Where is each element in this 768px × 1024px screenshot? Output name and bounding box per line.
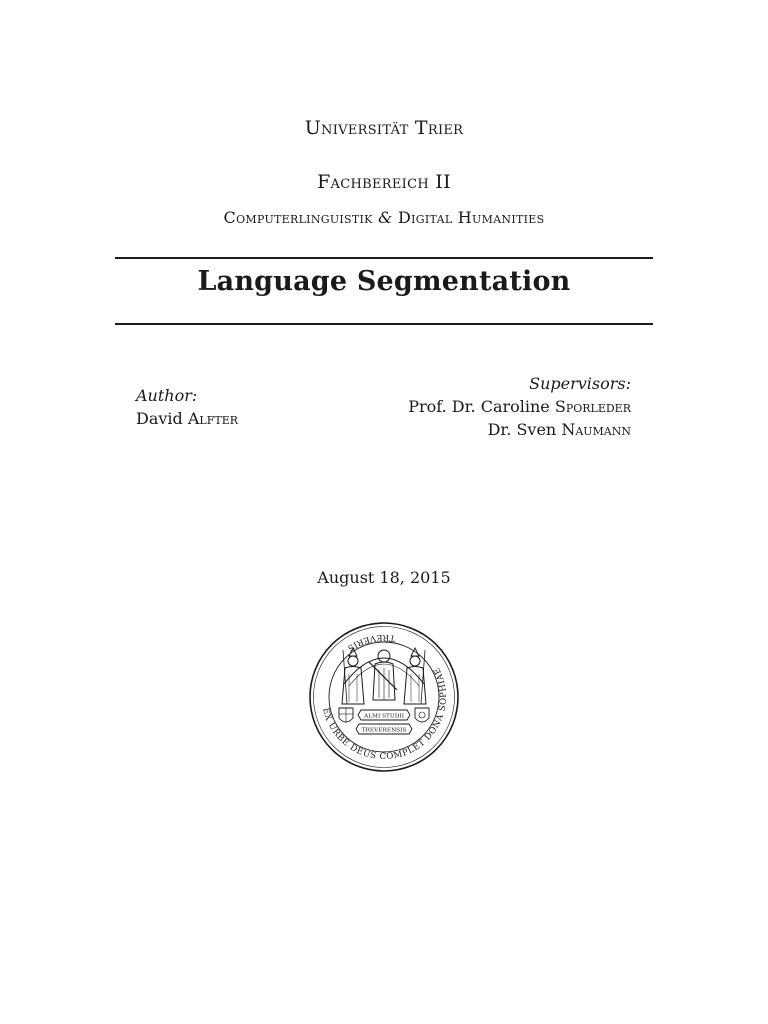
department-name: Fachbereich II xyxy=(317,171,451,193)
supervisor-1-prefix: Prof. Dr. Caroline xyxy=(408,397,550,416)
title-rule-top xyxy=(115,257,653,259)
supervisor-2-last-name: Naumann xyxy=(561,420,631,439)
author-last-name: Alfter xyxy=(187,409,238,428)
supervisor-1-last-name: Sporleder xyxy=(554,397,631,416)
supervisor-2-prefix: Dr. Sven xyxy=(487,420,557,439)
seal-ring-text: EX URBE DEUS COMPLET DONA SOPHIAE xyxy=(320,665,450,763)
supervisors-block xyxy=(408,372,631,441)
author-first-name: David xyxy=(136,409,183,428)
seal-ring-text-right: TREVERIS xyxy=(345,631,396,654)
supervisor-2 xyxy=(408,418,631,441)
thesis-title: Language Segmentation xyxy=(197,266,571,297)
institute-name xyxy=(0,208,768,227)
supervisors-label: Supervisors: xyxy=(529,374,631,393)
author-block xyxy=(136,384,238,430)
seal-ribbon-1: ALMI STUDII xyxy=(363,713,405,720)
seal-ribbon-2: TREVERENSIS xyxy=(361,727,407,734)
author-label: Author: xyxy=(136,386,198,405)
institute-ampersand: & xyxy=(378,208,393,227)
university-name: Universität Trier xyxy=(304,117,464,139)
author-name xyxy=(136,407,238,430)
submission-date: August 18, 2015 xyxy=(317,568,451,587)
university-seal-icon xyxy=(309,622,459,772)
title-rule-bottom xyxy=(115,323,653,325)
institute-part-2: Digital Humanities xyxy=(398,208,545,227)
institute-part-1: Computerlinguistik xyxy=(223,208,373,227)
supervisor-1 xyxy=(408,395,631,418)
